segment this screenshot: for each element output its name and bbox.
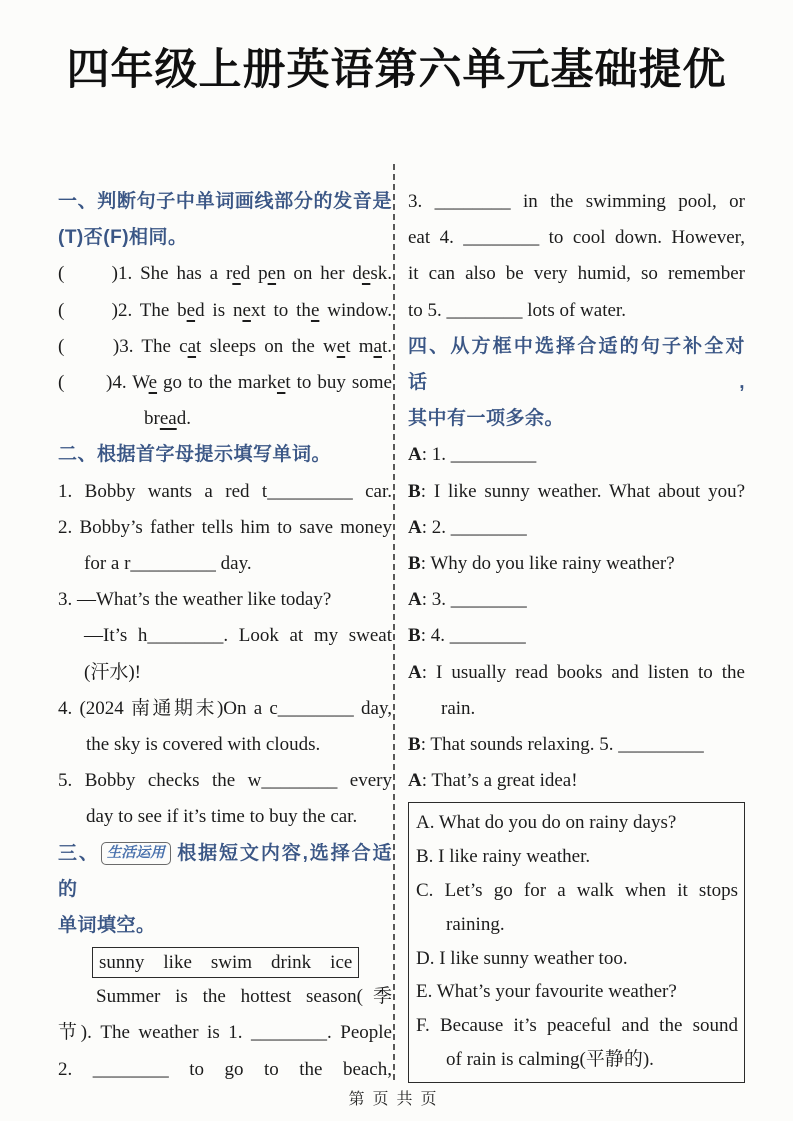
- speaker-label: A: [408, 516, 422, 538]
- text-line: it can also be very humid, so remember: [408, 263, 745, 285]
- text-line: ( )4. We go to the market to buy some: [58, 372, 392, 394]
- text-line: 5. Bobby checks the w________ every: [58, 770, 392, 792]
- underlined-letters: a: [373, 335, 382, 357]
- section-header-line: (T)否(F)相同。: [58, 227, 188, 249]
- text-line: bread.: [144, 408, 191, 430]
- speaker-label: B: [408, 480, 421, 502]
- text-line: for a r_________ day.: [84, 553, 252, 575]
- text-line: ( )2. The bed is next to the window.: [58, 299, 392, 321]
- section-header-line: 四、从方框中选择合适的句子补全对话,: [408, 335, 745, 394]
- section-header-line: 一、判断句子中单词画线部分的发音是: [58, 191, 392, 212]
- underlined-letters: e: [186, 299, 196, 321]
- text-line: A. What do you do on rainy days?: [416, 812, 677, 834]
- speaker-label: A: [408, 589, 422, 611]
- text-line: 3. —What’s the weather like today?: [58, 589, 332, 611]
- text-line: Summer is the hottest season(季: [96, 986, 392, 1008]
- text-line: A: That’s a great idea!: [408, 770, 578, 792]
- speaker-label: B: [408, 553, 421, 575]
- underlined-letters: e: [242, 299, 251, 321]
- underlined-letters: e: [148, 372, 158, 394]
- life-application-tag: 生活运用: [101, 842, 171, 865]
- underlined-letters: e: [267, 263, 277, 285]
- text-line: A: 3. ________: [408, 589, 527, 611]
- text-line: B: That sounds relaxing. 5. _________: [408, 734, 704, 756]
- section-header-line: 二、根据首字母提示填写单词。: [58, 444, 332, 466]
- section-header-line: 其中有一项多余。: [408, 408, 565, 430]
- speaker-label: A: [408, 661, 422, 683]
- text-line: ( )3. The cat sleeps on the wet mat.: [58, 335, 392, 357]
- left-column: [58, 184, 392, 1088]
- text-line: B: 4. ________: [408, 625, 526, 647]
- text-line: (汗水)!: [84, 661, 141, 683]
- text-line: 2. Bobby’s father tells him to save money: [58, 516, 392, 538]
- underlined-letters: e: [310, 299, 320, 321]
- speaker-label: A: [408, 770, 422, 792]
- underlined-letters: e: [336, 335, 346, 357]
- text-line: to 5. ________ lots of water.: [408, 299, 626, 321]
- word-bank-box: [92, 947, 359, 978]
- text-line: B: I like sunny weather. What about you?: [408, 480, 745, 502]
- text-line: day to see if it’s time to buy the car.: [86, 806, 358, 828]
- text-line: 1. Bobby wants a red t_________ car.: [58, 480, 392, 502]
- text-line: E. What’s your favourite weather?: [416, 981, 677, 1003]
- text-line: A: 1. _________: [408, 444, 537, 466]
- text-line: ( )1. She has a red pen on her desk.: [58, 263, 392, 285]
- speaker-label: B: [408, 625, 421, 647]
- column-divider: [393, 164, 395, 1080]
- text-line: 节). The weather is 1. ________. People: [58, 1022, 392, 1044]
- text-line: A: 2. ________: [408, 516, 527, 538]
- text-line: sunny like swim drink ice: [99, 952, 353, 974]
- underlined-letters: a: [187, 335, 197, 357]
- sentence-options-box: [408, 802, 745, 1082]
- underlined-letters: ea: [159, 408, 177, 430]
- page-footer: 第页共页: [348, 1091, 445, 1108]
- text-line: B: Why do you like rainy weather?: [408, 553, 675, 575]
- underlined-letters: e: [361, 263, 371, 285]
- two-column-layout: [0, 184, 793, 1088]
- text-line: D. I like sunny weather too.: [416, 947, 628, 969]
- text-line: F. Because it’s peaceful and the sound: [416, 1015, 738, 1037]
- text-line: B. I like rainy weather.: [416, 846, 591, 868]
- text-line: raining.: [446, 913, 505, 935]
- text-line: A: I usually read books and listen to the: [408, 661, 745, 683]
- speaker-label: A: [408, 444, 422, 466]
- text-line: 4. (2024 南通期末)On a c________ day,: [58, 697, 392, 719]
- text-line: —It’s h________. Look at my sweat: [84, 625, 392, 647]
- underlined-letters: e: [232, 263, 241, 285]
- text-line: rain.: [441, 697, 476, 719]
- page-title: 四年级上册英语第六单元基础提优: [66, 46, 727, 94]
- underlined-letters: e: [276, 372, 286, 394]
- section-header-line: 单词填空。: [58, 915, 156, 937]
- speaker-label: B: [408, 734, 421, 756]
- section-header-line: 三、 生活运用 根据短文内容,选择合适的: [58, 842, 392, 900]
- text-line: 3. ________ in the swimming pool, or: [408, 191, 745, 212]
- right-column: [408, 184, 745, 1088]
- text-line: the sky is covered with clouds.: [86, 734, 321, 756]
- text-line: C. Let’s go for a walk when it stops: [416, 880, 738, 902]
- text-line: eat 4. ________ to cool down. However,: [408, 227, 745, 249]
- text-line: 2. ________ to go to the beach,: [58, 1058, 392, 1080]
- text-line: of rain is calming(平静的).: [446, 1049, 654, 1071]
